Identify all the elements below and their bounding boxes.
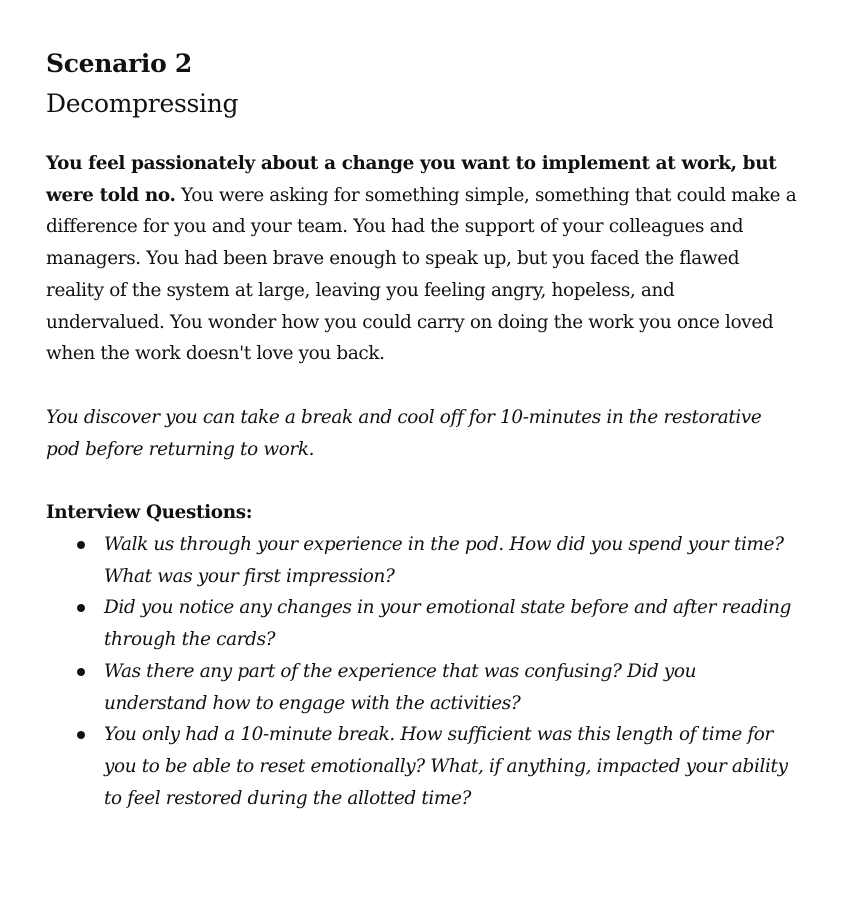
bullet-icon: [77, 668, 85, 676]
intro-paragraph: [46, 148, 798, 370]
interview-question: [46, 656, 798, 719]
interview-question: [46, 592, 798, 655]
bullet-icon: [77, 604, 85, 612]
discovery-paragraph: You discover you can take a break and cool off for 10-minutes in the restorative pod before returning to work.: [46, 406, 762, 460]
interview-question: [46, 719, 798, 814]
interview-question-list: [46, 529, 798, 814]
document-page: [46, 46, 798, 814]
intro-lead: You feel passionately about a change you want to implement at work, but were told no.: [46, 153, 777, 206]
intro-body: You were asking for something simple, something that could make a difference for you and your team. You had the support of your colleagues and managers. You had been brave enough to speak up, but you faced the flawed reality of the system at large, leaving you feeling angry, hopeless, and undervalued. You wonder how you could carry on doing the work you once loved when the work doesn't love you back.: [46, 184, 797, 365]
bullet-icon: [77, 731, 85, 739]
bullet-icon: [77, 541, 85, 549]
scenario-title: Scenario 2: [46, 49, 192, 78]
scenario-subtitle: Decompressing: [46, 89, 239, 118]
interview-question-text: Was there any part of the experience that was confusing? Did you understand how to engage with the activities?: [104, 660, 697, 714]
interview-question-text: Did you notice any changes in your emotional state before and after reading through the cards?: [104, 597, 792, 651]
interview-question: [46, 529, 798, 592]
interview-heading: Interview Questions:: [46, 502, 253, 524]
interview-question-text: Walk us through your experience in the pod. How did you spend your time? What was your first impression?: [104, 534, 784, 587]
interview-question-text: You only had a 10-minute break. How sufficient was this length of time for you to be able to reset emotionally? What, if anything, impacted your ability to feel restored during the allotted time?: [104, 724, 788, 809]
